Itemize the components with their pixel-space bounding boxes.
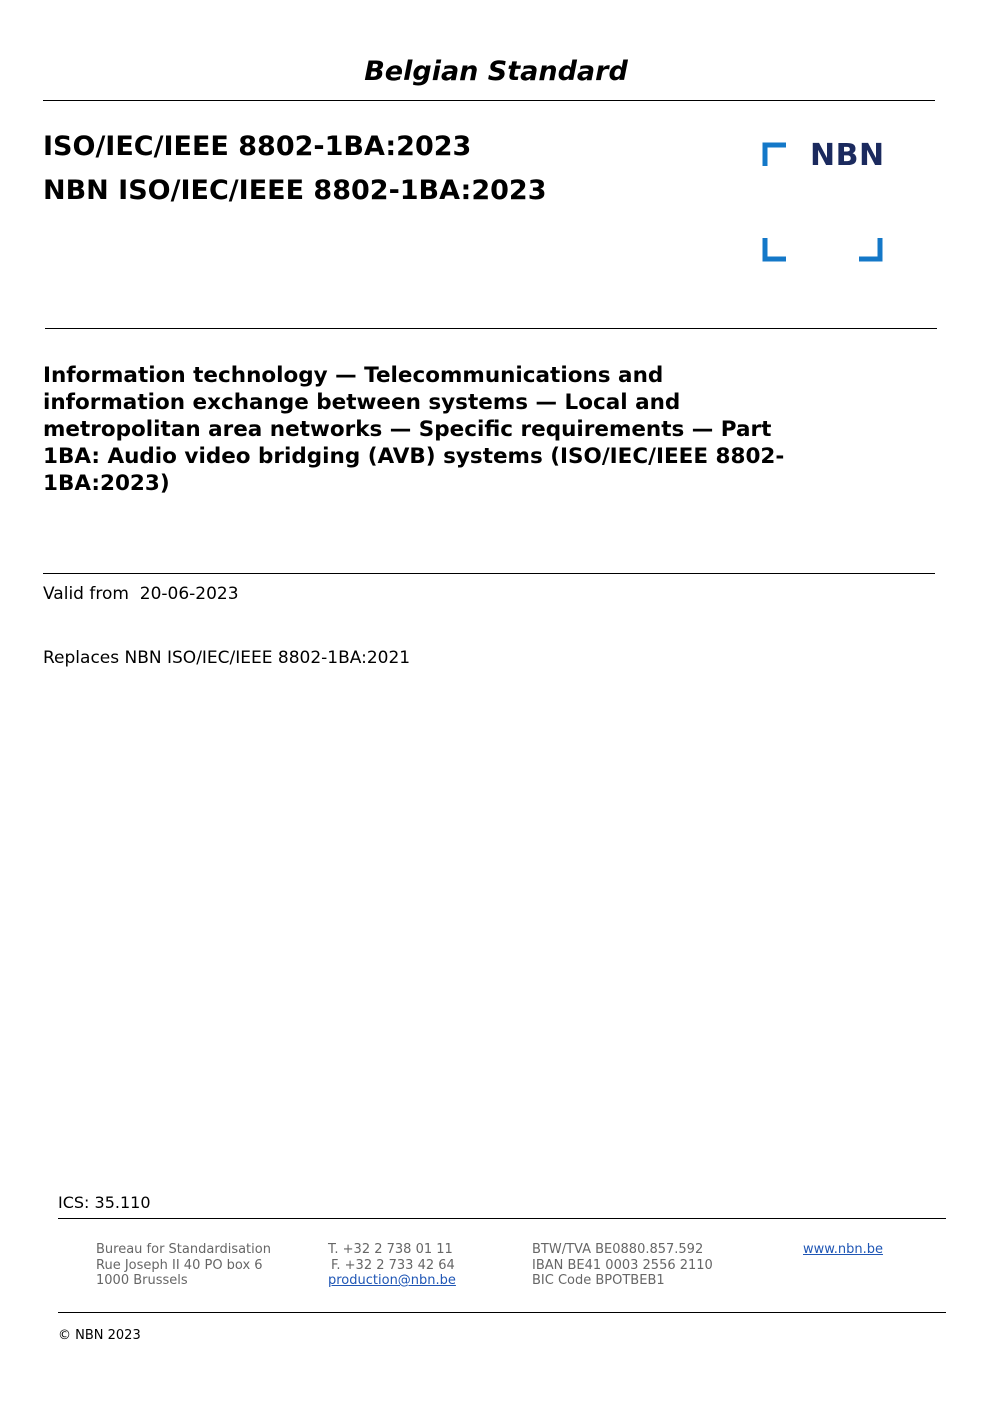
- address-line: Bureau for Standardisation: [96, 1242, 271, 1257]
- header-title: Belgian Standard: [364, 56, 628, 87]
- title-bottom-divider: [43, 573, 935, 574]
- logo-corner-bottom-right: [859, 238, 880, 259]
- phone-number: T. +32 2 738 01 11: [328, 1242, 453, 1257]
- title-line: metropolitan area networks — Specific requirements — Part: [43, 417, 772, 442]
- header-divider: [43, 100, 935, 101]
- title-line: information exchange between systems — Local and: [43, 390, 681, 415]
- bic-code: BIC Code BPOTBEB1: [532, 1273, 665, 1288]
- replaces-text: Replaces NBN ISO/IEC/IEEE 8802-1BA:2021: [43, 648, 411, 668]
- title-line: 1BA: Audio video bridging (AVB) systems (ISO/IEC/IEEE 8802-: [43, 444, 785, 469]
- valid-from-date: 20-06-2023: [139, 584, 239, 604]
- email-link[interactable]: production@nbn.be: [328, 1273, 456, 1288]
- address-line: Rue Joseph II 40 PO box 6: [96, 1257, 263, 1273]
- nbn-standard-id: NBN ISO/IEC/IEEE 8802-1BA:2023: [43, 175, 547, 206]
- nbn-logo: [758, 138, 888, 266]
- document-title: [43, 362, 873, 497]
- title-line: 1BA:2023): [43, 471, 170, 496]
- website-link[interactable]: www.nbn.be: [803, 1242, 883, 1257]
- fax-number: F. +32 2 733 42 64: [331, 1257, 455, 1273]
- footer-banking: [532, 1242, 713, 1289]
- footer-web: [803, 1242, 883, 1258]
- footer-top-divider: [58, 1218, 946, 1219]
- logo-text: NBN: [810, 138, 885, 173]
- footer-address: [96, 1242, 271, 1289]
- footer-bottom-divider: [58, 1312, 946, 1313]
- valid-from: [43, 584, 239, 604]
- title-top-divider: [45, 328, 937, 329]
- iso-standard-id: ISO/IEC/IEEE 8802-1BA:2023: [43, 131, 472, 162]
- copyright-notice: © NBN 2023: [58, 1328, 141, 1343]
- valid-from-label: Valid from: [43, 584, 129, 604]
- footer-contact: [328, 1242, 456, 1289]
- logo-corner-bottom-left: [765, 238, 786, 259]
- ics-code: ICS: 35.110: [58, 1193, 151, 1212]
- logo-corner-top-left: [765, 145, 786, 166]
- title-line: Information technology — Telecommunications and: [43, 363, 664, 388]
- iban-number: IBAN BE41 0003 2556 2110: [532, 1257, 713, 1273]
- address-line: 1000 Brussels: [96, 1273, 188, 1288]
- vat-number: BTW/TVA BE0880.857.592: [532, 1242, 704, 1257]
